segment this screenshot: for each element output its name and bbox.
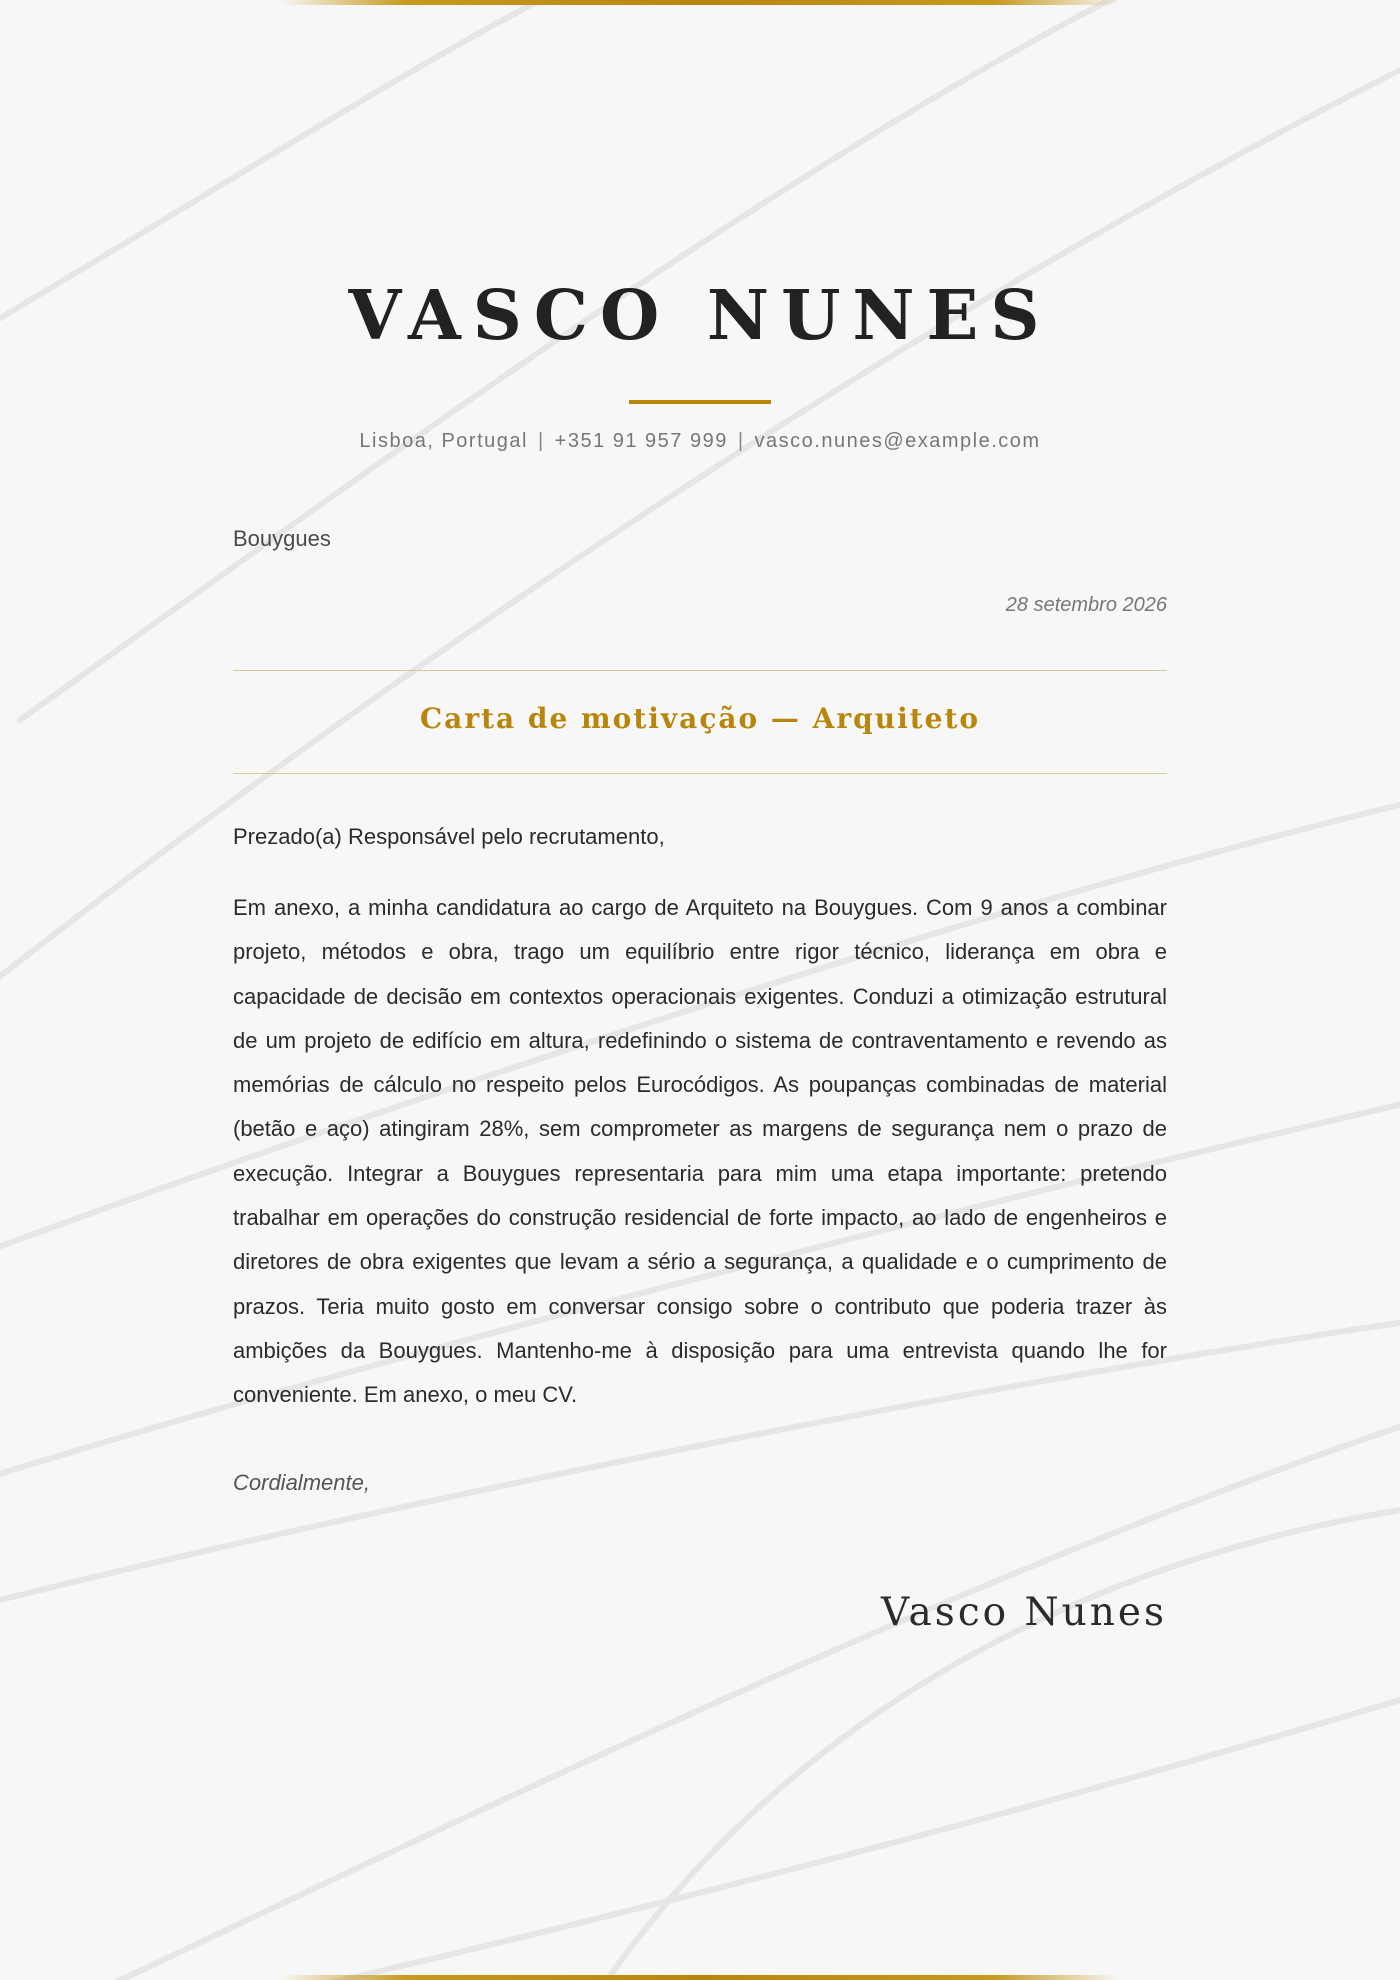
contact-phone: +351 91 957 999 [554,430,728,452]
contact-line [233,430,1167,453]
recipient-company: Bouygues [233,526,331,551]
name-underline [629,400,771,404]
letter-subject: Carta de motivação — Arquiteto [419,702,981,735]
letter-salutation: Prezado(a) Responsável pelo recrutamento, [233,824,665,849]
contact-location: Lisboa, Portugal [359,430,528,452]
top-accent-bar [280,0,1120,5]
subject-top-divider [233,670,1167,671]
subject-bottom-divider [233,773,1167,774]
letter-body: Em anexo, a minha candidatura ao cargo de Arquiteto na Bouygues. Com 9 anos a combinar projeto, métodos e obra, trago um equilíbrio entre rigor técnico, liderança em obra e capacidade de decisão em contextos operacionais exigentes. Conduzi a otimização estrutural de um projeto de edifício em altura, redefinindo o sistema de contraventamento e revendo as memórias de cálculo no respeito pelos Eurocódigos. As poupanças combinadas de material (betão e aço) atingiram 28%, sem comprometer as margens de segurança nem o prazo de execução. Integrar a Bouygues representaria para mim uma etapa importante: pretendo trabalhar em operações do construção residencial de forte impacto, ao lado de engenheiros e diretores de obra exigentes que levam a sério a segurança, a qualidade e o cumprimento de prazos. Teria muito gosto em conversar consigo sobre o contributo que poderia trazer às ambições da Bouygues. Mantenho-me à disposição para uma entrevista quando lhe for conveniente. Em anexo, o meu CV. [233,895,1167,1408]
contact-separator: | [737,430,745,452]
letter-signature: Vasco Nunes [880,1590,1167,1635]
contact-email: vasco.nunes@example.com [754,430,1041,452]
letter-closing: Cordialmente, [233,1470,370,1495]
bottom-accent-bar [280,1975,1120,1980]
letter-date: 28 setembro 2026 [1005,594,1167,616]
contact-separator: | [537,430,545,452]
sender-name: VASCO NUNES [348,276,1052,356]
